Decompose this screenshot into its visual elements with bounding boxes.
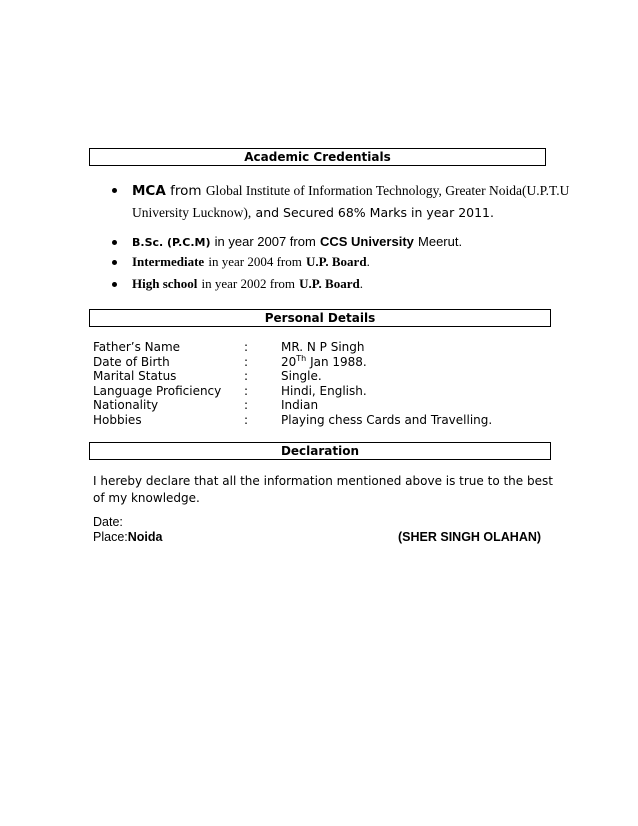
- high-school-label: High school: [132, 276, 198, 291]
- mca-from: from: [170, 183, 202, 199]
- language-proficiency-value: Hindi, English.: [281, 383, 367, 398]
- personal-details-heading: Personal Details: [264, 311, 376, 325]
- bsc-university: CCS University: [319, 234, 414, 249]
- dob-month-year: Jan 1988.: [306, 354, 367, 369]
- list-item-mca: [112, 180, 570, 228]
- high-school-year: in year 2002 from: [201, 276, 296, 291]
- list-item-intermediate: [112, 252, 562, 272]
- marital-status-label: Marital Status: [93, 369, 177, 384]
- nationality-label: Nationality: [93, 398, 159, 413]
- high-school-board: U.P. Board: [299, 276, 360, 291]
- personal-details-heading-box: [89, 309, 551, 327]
- bsc-label: B.Sc. (P.C.M): [132, 236, 211, 249]
- hobbies-value: Playing chess Cards and Travelling.: [281, 412, 493, 427]
- separator-colon: :: [244, 383, 249, 398]
- education-list: [112, 180, 570, 294]
- nationality-value: Indian: [281, 398, 319, 413]
- marital-status-value: Single.: [281, 369, 322, 384]
- intermediate-year: in year 2004 from: [208, 254, 302, 269]
- separator-colon: :: [244, 398, 249, 413]
- declaration-heading: Declaration: [280, 444, 360, 458]
- list-item-high-school: [112, 274, 562, 294]
- dob-day: 20: [281, 354, 297, 369]
- bullet-icon: [112, 188, 117, 193]
- declaration-heading-box: [89, 442, 551, 460]
- dob-ordinal: Th: [296, 353, 307, 363]
- fathers-name-label: Father’s Name: [93, 340, 181, 354]
- separator-colon: :: [244, 354, 249, 369]
- date-of-birth-value: [281, 355, 367, 370]
- date-label: Date:: [93, 515, 123, 529]
- place-line: [93, 530, 162, 544]
- intermediate-board: U.P. Board: [306, 254, 367, 269]
- bullet-icon: [112, 240, 117, 245]
- bsc-year: in year 2007 from: [214, 234, 316, 249]
- list-item-bsc: [112, 232, 562, 252]
- hobbies-label: Hobbies: [93, 412, 142, 427]
- mca-institute-line2: University Lucknow),: [132, 205, 252, 220]
- intermediate-label: Intermediate: [132, 254, 205, 269]
- bullet-icon: [112, 282, 117, 287]
- mca-label: MCA: [132, 183, 166, 199]
- language-proficiency-label: Language Proficiency: [93, 383, 222, 398]
- intermediate-period: .: [366, 254, 370, 269]
- place-label: Place:: [93, 530, 128, 544]
- mca-institute: Global Institute of Information Technology, Greater Noida(U.P.T.U: [205, 183, 570, 198]
- declaration-text: I hereby declare that all the information mentioned above is true to the best of my knowledge.: [93, 474, 553, 505]
- separator-colon: :: [244, 412, 249, 427]
- separator-colon: :: [244, 369, 249, 384]
- date-of-birth-label: Date of Birth: [93, 354, 170, 369]
- fathers-name-value: MR. N P Singh: [281, 340, 365, 354]
- academic-credentials-heading-box: [89, 148, 546, 166]
- bsc-city: Meerut.: [418, 234, 463, 249]
- mca-marks: and Secured 68% Marks in year 2011.: [255, 205, 494, 220]
- academic-credentials-heading: Academic Credentials: [244, 150, 391, 164]
- separator-colon: :: [244, 340, 249, 354]
- place-value: Noida: [127, 530, 163, 544]
- high-school-period: .: [359, 276, 363, 291]
- signature-name: (SHER SINGH OLAHAN): [398, 530, 542, 544]
- bullet-icon: [112, 260, 117, 265]
